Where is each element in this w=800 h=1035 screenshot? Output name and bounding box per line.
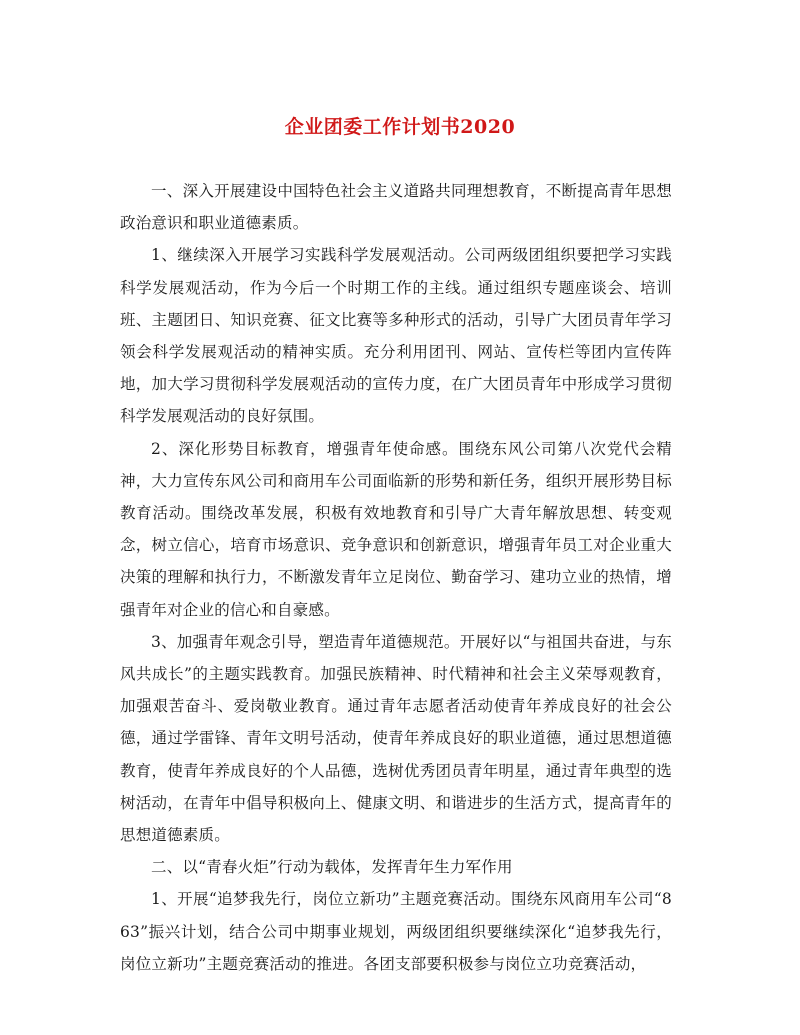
document-body bbox=[120, 175, 672, 980]
section-heading-2: 二、以“青春火炬”行动为载体，发挥青年生力军作用 bbox=[151, 858, 513, 877]
section-heading-1: 一、深入开展建设中国特色社会主义道路共同理想教育，不断提高青年思想政治意识和职业道德素质。 bbox=[120, 182, 672, 233]
paragraph-3: 3、加强青年观念引导，塑造青年道德规范。开展好以“与祖国共奋进，与东风共成长”的主题实践教育。加强民族精神、时代精神和社会主义荣辱观教育，加强艰苦奋斗、爱岗敬业教育。通过青年志愿者活动使青年养成良好的社会公德，通过学雷锋、青年文明号活动，使青年养成良好的职业道德，通过思想道德教育，使青年养成良好的个人品德，选树优秀团员青年明星，通过青年典型的选树活动，在青年中倡导积极向上、健康文明、和谐进步的生活方式，提高青年的思想道德素质。 bbox=[120, 632, 672, 845]
paragraph-2: 2、深化形势目标教育，增强青年使命感。围绕东风公司第八次党代会精神，大力宣传东风公司和商用车公司面临新的形势和新任务，组织开展形势目标教育活动。围绕改革发展，积极有效地教育和引导广大青年解放思想、转变观念，树立信心，培育市场意识、竞争意识和创新意识，增强青年员工对企业重大决策的理解和执行力，不断激发青年立足岗位、勤奋学习、建功立业的热情，增强青年对企业的信心和自豪感。 bbox=[120, 439, 672, 619]
paragraph-4: 1、开展“追梦我先行，岗位立新功”主题竞赛活动。围绕东风商用车公司“863”振兴计划，结合公司中期事业规划，两级团组织要继续深化“追梦我先行，岗位立新功”主题竞赛活动的推进。各团支部要积极参与岗位立功竞赛活动， bbox=[120, 890, 672, 973]
paragraph-1: 1、继续深入开展学习实践科学发展观活动。公司两级团组织要把学习实践科学发展观活动，作为今后一个时期工作的主线。通过组织专题座谈会、培训班、主题团日、知识竞赛、征文比赛等多种形式的活动，引导广大团员青年学习领会科学发展观活动的精神实质。充分利用团刊、网站、宣传栏等团内宣传阵地，加大学习贯彻科学发展观活动的宣传力度，在广大团员青年中形成学习贯彻科学发展观活动的良好氛围。 bbox=[120, 246, 672, 426]
document-title: 企业团委工作计划书2020 bbox=[284, 116, 516, 138]
